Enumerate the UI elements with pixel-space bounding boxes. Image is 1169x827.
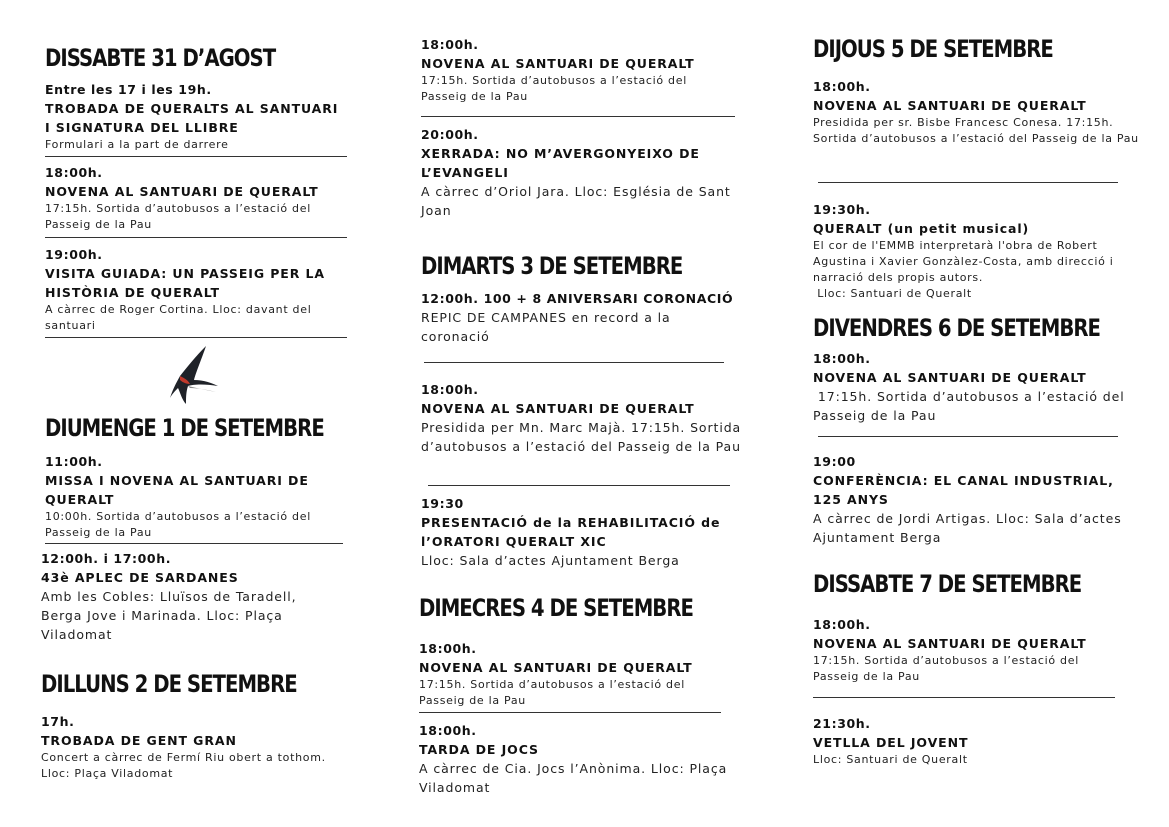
event-title: CONFERÈNCIA: EL CANAL INDUSTRIAL, 125 ANYS xyxy=(813,473,1114,507)
event-place: Lloc: Santuari de Queralt xyxy=(813,287,972,300)
event-title: TROBADA DE QUERALTS AL SANTUARI I SIGNATURA DEL LLIBRE xyxy=(45,101,339,135)
event-title: NOVENA AL SANTUARI DE QUERALT xyxy=(45,184,319,199)
divider xyxy=(421,116,735,117)
event-description: A càrrec de Roger Cortina. Lloc: davant del santuari xyxy=(45,303,312,332)
event-description: A càrrec de Jordi Artigas. Lloc: Sala d’actes Ajuntament Berga xyxy=(813,511,1122,545)
event-time: 12:00h. i 17:00h. xyxy=(41,551,172,566)
divider xyxy=(818,182,1118,183)
event-novena-4 xyxy=(419,639,719,709)
event-description: Presidida per sr. Bisbe Francesc Conesa. 17:15h. Sortida d’autobusos a l’estació del Passeig de la Pau xyxy=(813,116,1139,145)
event-time: 17h. xyxy=(41,714,75,729)
event-time: 19:00h. xyxy=(45,247,103,262)
day-heading-dijous-5: DIJOUS 5 DE SETEMBRE xyxy=(813,35,1053,63)
event-aniversari-coronacio xyxy=(421,289,741,346)
day-heading-dimecres-4: DIMECRES 4 DE SETEMBRE xyxy=(419,594,693,622)
divider xyxy=(818,436,1118,437)
event-title: VETLLA DEL JOVENT xyxy=(813,735,969,750)
divider xyxy=(45,543,343,544)
event-description: 17:15h. Sortida d’autobusos a l’estació del Passeig de la Pau xyxy=(813,389,1130,423)
event-title: VISITA GUIADA: UN PASSEIG PER LA HISTÒRIA DE QUERALT xyxy=(45,266,325,300)
event-time: 18:00h. xyxy=(419,723,477,738)
day-heading-dilluns-2: DILLUNS 2 DE SETEMBRE xyxy=(41,670,297,698)
divider xyxy=(424,362,724,363)
event-time: 19:30h. xyxy=(813,202,871,217)
event-time: 18:00h. xyxy=(813,617,871,632)
divider xyxy=(45,337,347,338)
event-description: Amb les Cobles: Lluïsos de Taradell, Berga Jove i Marinada. Lloc: Plaça Viladomat xyxy=(41,589,297,642)
event-time: 18:00h. xyxy=(419,641,477,656)
event-time: 11:00h. xyxy=(45,454,103,469)
event-trobada-gent-gran xyxy=(41,712,341,782)
event-time: 18:00h. xyxy=(421,37,479,52)
event-novena-1 xyxy=(421,35,731,105)
event-time: 19:00 xyxy=(813,454,856,469)
day-heading-divendres-6: DIVENDRES 6 DE SETEMBRE xyxy=(813,314,1100,342)
event-aplec-sardanes xyxy=(41,549,326,644)
event-time: 18:00h. xyxy=(45,165,103,180)
event-description: A càrrec d’Oriol Jara. Lloc: Església de Sant Joan xyxy=(421,184,731,218)
event-title: XERRADA: NO M’AVERGONYEIXO DE L’EVANGELI xyxy=(421,146,700,180)
event-tarda-jocs xyxy=(419,721,754,797)
divider xyxy=(419,712,721,713)
event-description: 10:00h. Sortida d’autobusos a l’estació del Passeig de la Pau xyxy=(45,510,311,539)
event-title: TARDA DE JOCS xyxy=(419,742,539,757)
event-novena-6 xyxy=(813,349,1143,425)
event-vetlla-jovent xyxy=(813,714,1113,768)
event-description: Concert a càrrec de Fermí Riu obert a tothom. Lloc: Plaça Viladomat xyxy=(41,751,326,780)
day-heading-diumenge-1: DIUMENGE 1 DE SETEMBRE xyxy=(45,414,324,442)
event-description: 17:15h. Sortida d’autobusos a l’estació del Passeig de la Pau xyxy=(813,654,1079,683)
event-time: 18:00h. xyxy=(813,351,871,366)
event-description: El cor de l'EMMB interpretarà l'obra de Robert Agustina i Xavier Gonzàlez-Costa, amb direcció i narració dels propis autors. xyxy=(813,239,1114,284)
event-description: Lloc: Santuari de Queralt xyxy=(813,753,968,766)
event-title: NOVENA AL SANTUARI DE QUERALT xyxy=(421,401,695,416)
event-trobada-queralts xyxy=(45,80,345,153)
divider xyxy=(45,156,347,157)
event-novena-31 xyxy=(45,163,345,233)
event-title: NOVENA AL SANTUARI DE QUERALT xyxy=(813,636,1087,651)
event-queralt-musical xyxy=(813,200,1143,302)
event-time: 12:00h. 100 + 8 ANIVERSARI CORONACIÓ xyxy=(421,291,734,306)
event-visita-guiada xyxy=(45,245,350,334)
event-time: 18:00h. xyxy=(813,79,871,94)
event-time: 19:30 xyxy=(421,496,464,511)
event-presentacio-oratori xyxy=(421,494,741,570)
event-title: NOVENA AL SANTUARI DE QUERALT xyxy=(419,660,693,675)
event-novena-5 xyxy=(813,77,1145,147)
event-title: TROBADA DE GENT GRAN xyxy=(41,733,237,748)
event-novena-7 xyxy=(813,615,1113,685)
day-heading-dissabte-31: DISSABTE 31 D’AGOST xyxy=(45,44,276,72)
event-title: NOVENA AL SANTUARI DE QUERALT xyxy=(421,56,695,71)
event-title: QUERALT (un petit musical) xyxy=(813,221,1030,236)
swallow-icon xyxy=(166,344,222,406)
event-title: NOVENA AL SANTUARI DE QUERALT xyxy=(813,370,1087,385)
day-heading-dimarts-3: DIMARTS 3 DE SETEMBRE xyxy=(421,252,683,280)
event-time: 20:00h. xyxy=(421,127,479,142)
event-title: 43è APLEC DE SARDANES xyxy=(41,570,239,585)
event-title: NOVENA AL SANTUARI DE QUERALT xyxy=(813,98,1087,113)
event-novena-3 xyxy=(421,380,753,456)
event-description: A càrrec de Cia. Jocs l’Anònima. Lloc: Plaça Viladomat xyxy=(419,761,728,795)
event-description: 17:15h. Sortida d’autobusos a l’estació del Passeig de la Pau xyxy=(45,202,311,231)
event-xerrada xyxy=(421,125,731,220)
event-description: Lloc: Sala d’actes Ajuntament Berga xyxy=(421,553,680,568)
event-time: Entre les 17 i les 19h. xyxy=(45,82,212,97)
event-missa-novena xyxy=(45,452,345,541)
divider xyxy=(813,697,1115,698)
event-title: MISSA I NOVENA AL SANTUARI DE QUERALT xyxy=(45,473,309,507)
event-description: 17:15h. Sortida d’autobusos a l’estació del Passeig de la Pau xyxy=(419,678,685,707)
day-heading-dissabte-7: DISSABTE 7 DE SETEMBRE xyxy=(813,570,1082,598)
event-title: PRESENTACIÓ de la REHABILITACIÓ de l’ORATORI QUERALT XIC xyxy=(421,515,721,549)
event-description: REPIC DE CAMPANES en record a la coronació xyxy=(421,310,671,344)
divider xyxy=(428,485,730,486)
divider xyxy=(45,237,347,238)
event-description: 17:15h. Sortida d’autobusos a l’estació del Passeig de la Pau xyxy=(421,74,687,103)
event-time: 18:00h. xyxy=(421,382,479,397)
event-description: Presidida per Mn. Marc Majà. 17:15h. Sortida d’autobusos a l’estació del Passeig de la Pau xyxy=(421,420,742,454)
event-time: 21:30h. xyxy=(813,716,871,731)
event-conferencia-canal xyxy=(813,452,1133,547)
event-description: Formulari a la part de darrere xyxy=(45,138,229,151)
